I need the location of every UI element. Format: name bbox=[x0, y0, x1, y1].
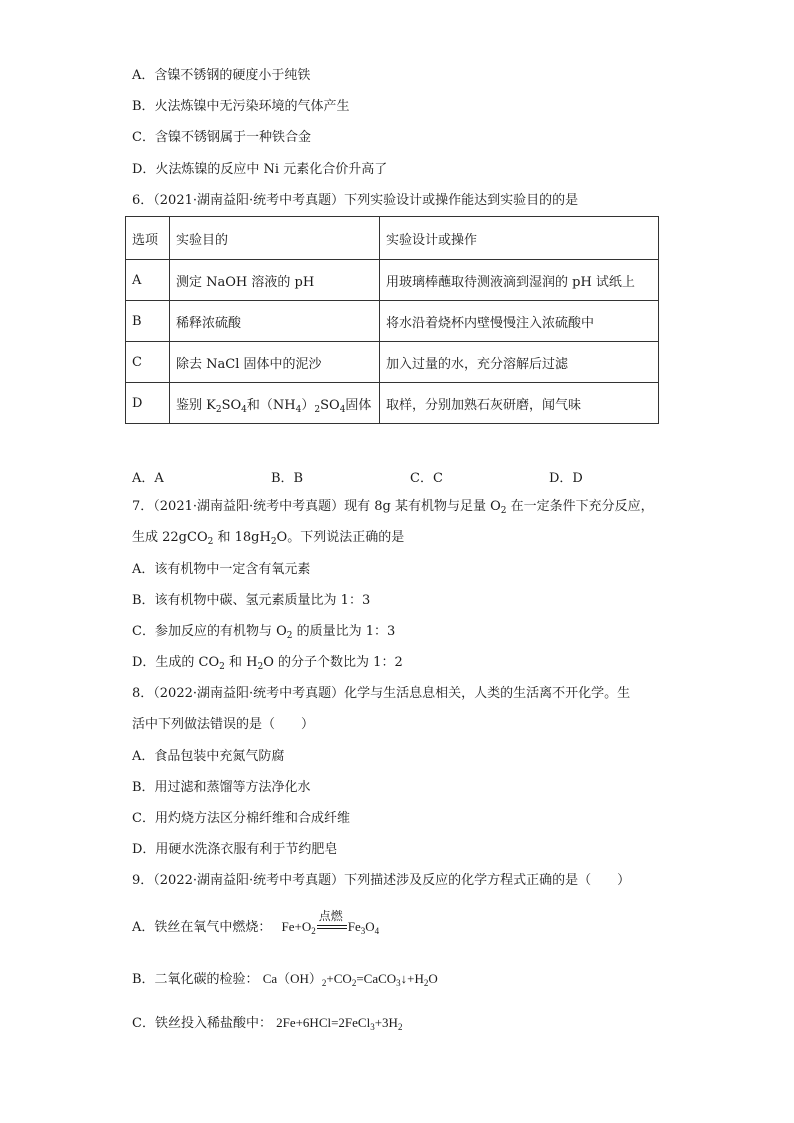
row-option: C bbox=[126, 342, 170, 383]
q5-option-b: B．火法炼镍中无污染环境的气体产生 bbox=[132, 99, 350, 114]
q9-option-b bbox=[132, 970, 438, 989]
q9-option-c bbox=[132, 1014, 402, 1033]
q6-option-d: D．D bbox=[549, 471, 583, 486]
q5-option-d: D．火法炼镍的反应中 Ni 元素化合价升高了 bbox=[132, 162, 388, 177]
q7-option-d: D．生成的 $CO_2$ 和 $H_2O$ 的分子个数比为 1：2 bbox=[132, 655, 403, 672]
table-header-row bbox=[126, 217, 659, 260]
q6-option-c: C．C bbox=[410, 471, 443, 486]
row-purpose: 测定 NaOH 溶液的 pH bbox=[170, 260, 380, 301]
table-row bbox=[126, 301, 659, 342]
q7-option-a: A．该有机物中一定含有氧元素 bbox=[132, 562, 311, 577]
row-method: 取样，分别加熟石灰研磨，闻气味 bbox=[380, 383, 659, 424]
header-option: 选项 bbox=[126, 217, 170, 260]
q9-option-a-label: A．铁丝在氧气中燃烧： bbox=[132, 920, 272, 935]
q5-option-a: A．含镍不锈钢的硬度小于纯铁 bbox=[132, 68, 311, 83]
q9-option-c-label: C．铁丝投入稀盐酸中： bbox=[132, 1016, 272, 1031]
q9-option-c-equation: $2Fe+6HCl=2FeCl_3+3H_2$ bbox=[276, 1015, 403, 1032]
table-row bbox=[126, 342, 659, 383]
q7-option-b: B．该有机物中碳、氢元素质量比为 1：3 bbox=[132, 593, 371, 608]
row-option: D bbox=[126, 383, 170, 424]
table-row bbox=[126, 260, 659, 301]
q8-option-d: D．用硬水洗涤衣服有利于节约肥皂 bbox=[132, 842, 338, 857]
q9-stem: 9．（2022·湖南益阳·统考中考真题）下列描述涉及反应的化学方程式正确的是（ ） bbox=[132, 873, 631, 888]
row-option: B bbox=[126, 301, 170, 342]
row-option: A bbox=[126, 260, 170, 301]
q8-option-b: B．用过滤和蒸馏等方法净化水 bbox=[132, 780, 311, 795]
reaction-condition: 点燃 bbox=[318, 909, 343, 924]
q8-stem-line2: 活中下列做法错误的是（ ） bbox=[132, 717, 315, 732]
row-purpose: 除去 NaCl 固体中的泥沙 bbox=[170, 342, 380, 383]
header-method: 实验设计或操作 bbox=[380, 217, 659, 260]
q7-stem-line1: 7．（2021·湖南益阳·统考中考真题）现有 8g 某有机物与足量 $O_2$ 在一定条件下充分反应， bbox=[132, 499, 654, 516]
header-purpose: 实验目的 bbox=[170, 217, 380, 260]
q6-table bbox=[125, 216, 659, 424]
row-method: 将水沿着烧杯内壁慢慢注入浓硫酸中 bbox=[380, 301, 659, 342]
row-method: 用玻璃棒蘸取待测液滴到湿润的 pH 试纸上 bbox=[380, 260, 659, 301]
row-method: 加入过量的水，充分溶解后过滤 bbox=[380, 342, 659, 383]
q9-option-b-label: B．二氧化碳的检验： bbox=[132, 972, 259, 987]
reaction-arrow bbox=[317, 909, 347, 935]
q9-option-a-equation: $Fe+O_2$ 点燃 $Fe_3O_4$ bbox=[281, 909, 380, 936]
q6-stem: 6．（2021·湖南益阳·统考中考真题）下列实验设计或操作能达到实验目的的是 bbox=[132, 193, 579, 208]
q5-option-c: C．含镍不锈钢属于一种铁合金 bbox=[132, 130, 311, 145]
q6-option-b: B．B bbox=[271, 471, 304, 486]
q6-option-a: A．A bbox=[132, 471, 164, 486]
q7-stem-line2: 生成 22gCO$_2$ 和 $18gH_2O$。下列说法正确的是 bbox=[132, 530, 405, 547]
q9-option-b-equation: $Ca(OH)_2+CO_2=CaCO_3↓+H_2O$ bbox=[262, 971, 438, 988]
q7-option-c: C．参加反应的有机物与 $O_2$ 的质量比为 1：3 bbox=[132, 624, 396, 641]
table-row bbox=[126, 383, 659, 424]
q6-options bbox=[132, 467, 652, 485]
q8-option-c: C．用灼烧方法区分棉纤维和合成纤维 bbox=[132, 811, 350, 826]
q8-stem-line1: 8．（2022·湖南益阳·统考中考真题）化学与生活息息相关，人类的生活离不开化学。生 bbox=[132, 686, 631, 701]
row-purpose: 稀释浓硫酸 bbox=[170, 301, 380, 342]
row-purpose: 鉴别 $K_2SO_4$和$(NH_4)_2SO_4$固体 bbox=[170, 383, 380, 424]
q8-option-a: A．食品包装中充氮气防腐 bbox=[132, 749, 285, 764]
q9-option-a bbox=[132, 909, 380, 937]
